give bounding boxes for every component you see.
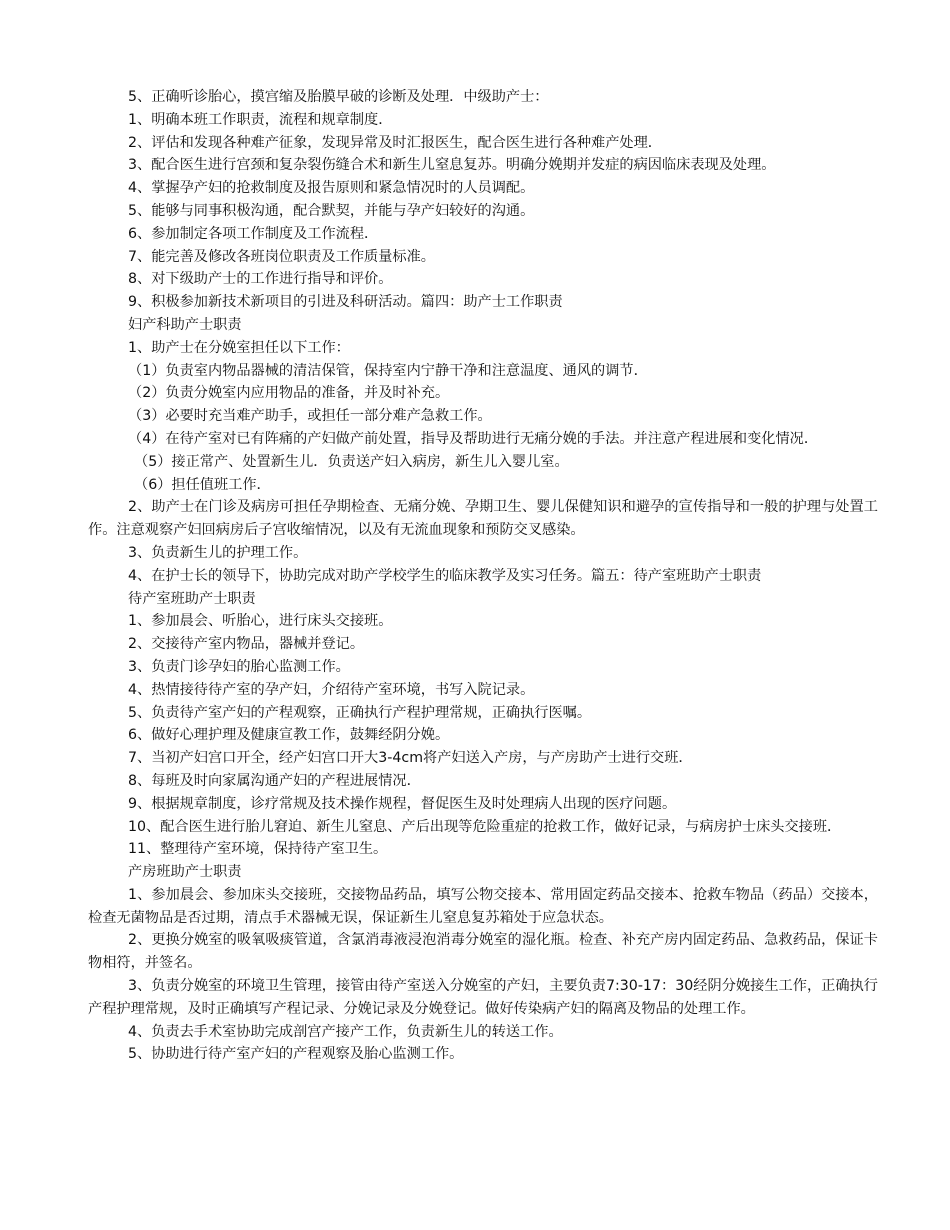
- paragraph: 10、配合医生进行胎儿窘迫、新生儿窒息、产后出现等危险重症的抢救工作，做好记录，与病房护士床头交接班．: [128, 818, 842, 835]
- paragraph: 2、助产士在门诊及病房可担任孕期检查、无痛分娩、孕期卫生、婴儿保健知识和避孕的宣传指导和一般的护理与处置工作。注意观察产妇回病房后子宫收缩情况，以及有无流血现象和预防交叉感染。: [88, 499, 878, 539]
- paragraph: 9、根据规章制度，诊疗常规及技术操作规程，督促医生及时处理病人出现的医疗问题。: [128, 795, 677, 812]
- paragraph: 1、参加晨会、参加床头交接班，交接物品药品，填写公物交接本、常用固定药品交接本、抢救车物品（药品）交接本，检查无菌物品是否过期，清点手术器械无误，保证新生儿窒息复苏箱处于应急状态。: [88, 886, 878, 926]
- paragraph: 1、参加晨会、听胎心，进行床头交接班。: [128, 613, 393, 630]
- paragraph: 8、对下级助产士的工作进行指导和评价。: [128, 271, 393, 288]
- paragraph: 9、积极参加新技术新项目的引进及科研活动。篇四：助产士工作职责: [128, 294, 563, 311]
- paragraph: 3、负责新生儿的护理工作。: [128, 544, 308, 561]
- document-page: [88, 86, 878, 1066]
- paragraph: 3、配合医生进行宫颈和复杂裂伤缝合术和新生儿窒息复苏。明确分娩期并发症的病因临床表现及处理。: [128, 157, 776, 174]
- paragraph: 待产室班助产士职责: [128, 590, 256, 607]
- paragraph: 6、参加制定各项工作制度及工作流程．: [128, 225, 379, 242]
- paragraph: 3、负责分娩室的环境卫生管理，接管由待产室送入分娩室的产妇，主要负责7:30-17：30经阴分娩接生工作，正确执行产程护理常规，及时正确填写产程记录、分娩记录及分娩登记。做好传染病产妇的隔离及物品的处理工作。: [88, 978, 878, 1017]
- paragraph: 5、能够与同事积极沟通，配合默契，并能与孕产妇较好的沟通。: [128, 202, 535, 219]
- paragraph: 4、在护士长的领导下，协助完成对助产学校学生的临床教学及实习任务。篇五：待产室班助产士职责: [128, 567, 762, 584]
- paragraph: （2）负责分娩室内应用物品的准备，并及时补充。: [128, 385, 450, 402]
- paragraph: 11、整理待产室环境，保持待产室卫生。: [128, 841, 388, 858]
- paragraph: 产房班助产士职责: [128, 864, 242, 881]
- paragraph: 6、做好心理护理及健康宣教工作，鼓舞经阴分娩。: [128, 727, 450, 744]
- paragraph: （4）在待产室对已有阵痛的产妇做产前处置，指导及帮助进行无痛分娩的手法。并注意产程进展和变化情况．: [128, 430, 819, 447]
- paragraph: 3、负责门诊孕妇的胎心监测工作。: [128, 658, 350, 675]
- paragraph: （5）接正常产、处置新生儿．负责送产妇入病房，新生儿入婴儿室。: [134, 453, 569, 470]
- paragraph: 4、热情接待待产室的孕产妇，介绍待产室环境，书写入院记录。: [128, 681, 535, 698]
- paragraph: 2、交接待产室内物品，器械并登记。: [128, 636, 365, 653]
- paragraph: （6）担任值班工作．: [134, 476, 271, 493]
- paragraph: 7、当初产妇宫口开全，经产妇宫口开大3-4cm将产妇送入产房，与产房助产士进行交班．: [128, 750, 693, 767]
- paragraph: 5、负责待产室产妇的产程观察，正确执行产程护理常规，正确执行医嘱。: [128, 704, 592, 721]
- paragraph: （3）必要时充当难产助手，或担任一部分难产急救工作。: [128, 408, 492, 425]
- paragraph: 7、能完善及修改各班岗位职责及工作质量标准。: [128, 248, 435, 265]
- paragraph: 5、正确听诊胎心，摸宫缩及胎膜早破的诊断及处理．中级助产士：: [128, 89, 549, 105]
- paragraph: 8、每班及时向家属沟通产妇的产程进展情况．: [128, 772, 421, 789]
- paragraph: （1）负责室内物品器械的清洁保管，保持室内宁静干净和注意温度、通风的调节．: [128, 362, 648, 379]
- paragraph: 5、协助进行待产室产妇的产程观察及胎心监测工作。: [128, 1046, 464, 1063]
- paragraph: 1、助产士在分娩室担任以下工作：: [128, 339, 350, 356]
- paragraph: 1、明确本班工作职责，流程和规章制度．: [128, 111, 393, 128]
- paragraph: 2、更换分娩室的吸氧吸痰管道，含氯消毒液浸泡消毒分娩室的湿化瓶。检查、补充产房内固定药品、急救药品，保证卡物相符，并签名。: [88, 932, 878, 972]
- paragraph: 4、掌握孕产妇的抢救制度及报告原则和紧急情况时的人员调配。: [128, 180, 535, 197]
- paragraph: 2、评估和发现各种难产征象，发现异常及时汇报医生，配合医生进行各种难产处理．: [128, 134, 662, 151]
- paragraph: 妇产科助产士职责: [128, 316, 242, 333]
- paragraph: 4、负责去手术室协助完成剖宫产接产工作，负责新生儿的转送工作。: [128, 1023, 563, 1040]
